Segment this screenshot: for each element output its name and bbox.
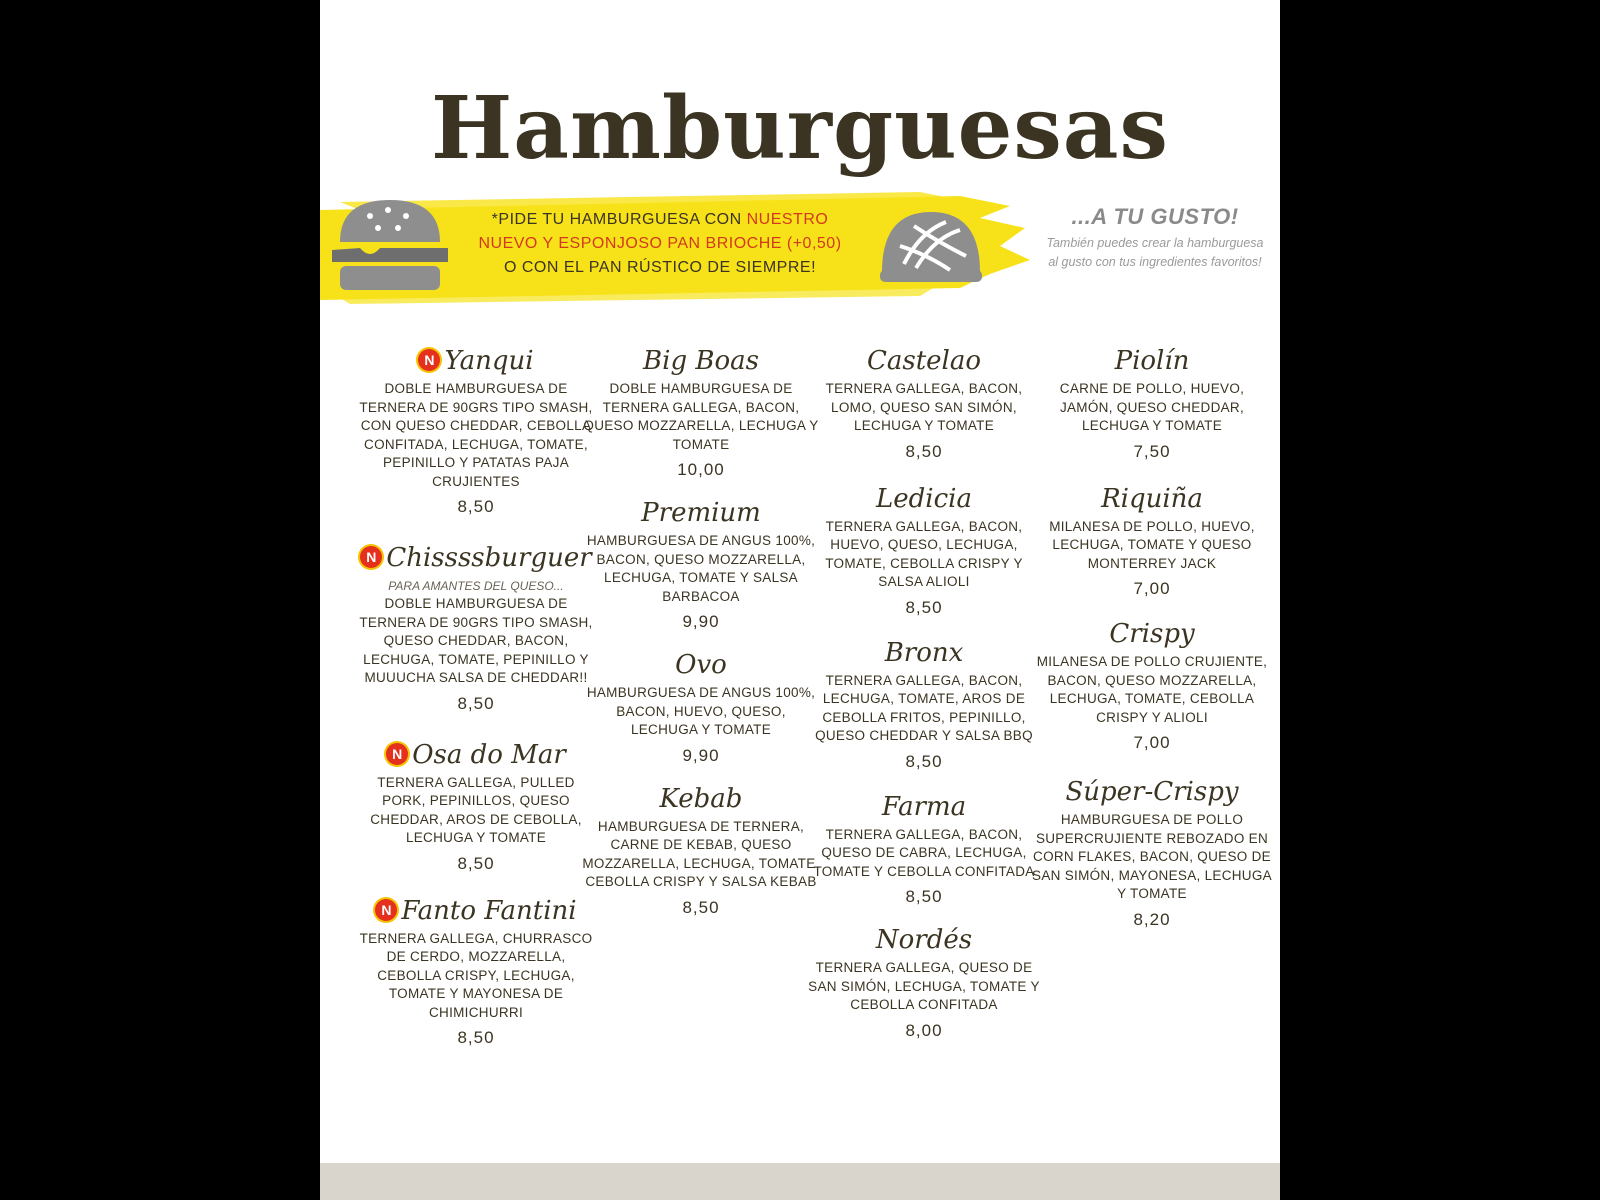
- item-name: [356, 892, 596, 930]
- item-price: 7,00: [1133, 579, 1171, 598]
- item-name: [581, 780, 821, 818]
- item-name-text: Kebab: [659, 783, 743, 814]
- item-name-text: Bronx: [884, 637, 964, 668]
- menu-item: [581, 494, 821, 632]
- menu-column-2: [581, 342, 821, 918]
- item-description: TERNERA GALLEGA, BACON, QUESO DE CABRA, LECHUGA, TOMATE Y CEBOLLA CONFITADA: [813, 826, 1035, 879]
- menu-page: [320, 0, 1280, 1200]
- item-description: HAMBURGUESA DE TERNERA, CARNE DE KEBAB, QUESO MOZZARELLA, LECHUGA, TOMATE, CEBOLLA CRISPY Y SALSA KEBAB: [582, 818, 820, 889]
- item-name: [804, 480, 1044, 518]
- item-description: DOBLE HAMBURGUESA DE TERNERA DE 90GRS TIPO SMASH, CON QUESO CHEDDAR, CEBOLLA CONFITADA, LECHUGA, TOMATE, PEPINILLO Y PATATAS PAJA CRUJIENTES: [359, 381, 593, 489]
- item-name: [804, 788, 1044, 826]
- item-name: [581, 342, 821, 380]
- item-description: TERNERA GALLEGA, BACON, HUEVO, QUESO, LECHUGA, TOMATE, CEBOLLA CRISPY Y SALSA ALIOLI: [825, 518, 1023, 589]
- item-description: TERNERA GALLEGA, BACON, LOMO, QUESO SAN SIMÓN, LECHUGA Y TOMATE: [825, 381, 1023, 433]
- menu-item: [1032, 342, 1272, 462]
- item-description: DOBLE HAMBURGUESA DE TERNERA DE 90GRS TIPO SMASH, QUESO CHEDDAR, BACON, LECHUGA, TOMATE, PEPINILLO Y MUUUCHA SALSA DE CHEDDAR!!: [359, 596, 593, 685]
- menu-item: [356, 539, 596, 714]
- item-name: [804, 921, 1044, 959]
- item-name-text: Súper-Crispy: [1065, 777, 1239, 807]
- item-name: [804, 634, 1044, 672]
- item-name-text: Fanto Fantini: [401, 895, 577, 926]
- item-description: TERNERA GALLEGA, PULLED PORK, PEPINILLOS, QUESO CHEDDAR, AROS DE CEBOLLA, LECHUGA Y TOMATE: [370, 774, 582, 845]
- item-description: DOBLE HAMBURGUESA DE TERNERA GALLEGA, BACON, QUESO MOZZARELLA, LECHUGA Y TOMATE: [583, 381, 819, 452]
- bread-icon: [876, 202, 986, 292]
- menu-item: [804, 342, 1044, 462]
- menu-column-4: [1032, 342, 1272, 930]
- item-price: 8,00: [905, 1020, 943, 1040]
- item-description: HAMBURGUESA DE POLLO SUPERCRUJIENTE REBOZADO EN CORN FLAKES, BACON, QUESO DE SAN SIMÓN, MAYONESA, LECHUGA Y TOMATE: [1032, 812, 1272, 901]
- item-price: 8,50: [457, 693, 495, 713]
- item-price: 8,50: [905, 887, 943, 906]
- item-name: [804, 342, 1044, 380]
- new-badge-icon: N: [418, 349, 440, 371]
- item-name: [1032, 615, 1272, 653]
- menu-item: [1032, 480, 1272, 600]
- item-price: 10,00: [677, 460, 725, 479]
- new-badge-icon: N: [375, 899, 397, 921]
- menu-item: [356, 736, 596, 874]
- menu-column-3: [804, 342, 1044, 1041]
- banner-line1a: *PIDE TU HAMBURGUESA CON: [491, 211, 747, 228]
- item-name-text: Ovo: [675, 650, 727, 680]
- item-name: [356, 342, 596, 380]
- banner-line2a: NUEVO Y ESPONJOSO PAN BRIOCHE: [478, 235, 782, 252]
- menu-item: [581, 780, 821, 918]
- burger-icon: [326, 192, 456, 298]
- item-description: TERNERA GALLEGA, QUESO DE SAN SIMÓN, LECHUGA, TOMATE Y CEBOLLA CONFITADA: [808, 960, 1040, 1012]
- item-name-text: Premium: [641, 498, 761, 528]
- item-name-text: Yanqui: [444, 346, 534, 376]
- menu-item: [804, 634, 1044, 772]
- item-price: 8,50: [682, 897, 720, 917]
- item-description: HAMBURGUESA DE ANGUS 100%, BACON, HUEVO, QUESO, LECHUGA Y TOMATE: [586, 685, 816, 737]
- footer-band: [320, 1163, 1280, 1200]
- gusto-title: ...A TU GUSTO!: [1071, 204, 1239, 229]
- item-name-text: Chissssburguer: [386, 543, 592, 573]
- item-name: [1032, 342, 1272, 380]
- item-name-text: Big Boas: [643, 346, 759, 376]
- item-description: TERNERA GALLEGA, BACON, LECHUGA, TOMATE, AROS DE CEBOLLA FRITOS, PEPINILLO, QUESO CHEDDAR Y SALSA BBQ: [815, 672, 1033, 743]
- menu-item: [1032, 615, 1272, 753]
- item-name-text: Piolín: [1114, 346, 1190, 376]
- item-price: 9,90: [682, 745, 720, 765]
- item-name: [581, 494, 821, 532]
- item-price: 8,50: [905, 597, 943, 617]
- menu-item: [804, 921, 1044, 1041]
- item-price: 7,50: [1133, 441, 1171, 461]
- item-name-text: Farma: [881, 791, 967, 822]
- item-price: 8,50: [905, 751, 943, 771]
- item-name: [356, 539, 596, 577]
- item-description: HAMBURGUESA DE ANGUS 100%, BACON, QUESO MOZZARELLA, LECHUGA, TOMATE Y SALSA BARBACOA: [586, 533, 816, 604]
- item-description: CARNE DE POLLO, HUEVO, JAMÓN, QUESO CHEDDAR, LECHUGA Y TOMATE: [1059, 381, 1245, 433]
- item-name-text: Nordés: [875, 925, 973, 955]
- menu-item: [1032, 773, 1272, 930]
- banner-line1b: NUESTRO: [746, 211, 829, 228]
- item-name: [581, 646, 821, 684]
- item-name-text: Castelao: [866, 346, 982, 376]
- brioche-banner: [320, 188, 1040, 304]
- item-name: [1032, 480, 1272, 518]
- item-subtitle: PARA AMANTES DEL QUESO...: [388, 579, 564, 593]
- banner-line2b: (+0,50): [781, 235, 842, 252]
- custom-burger-note: [1040, 204, 1270, 272]
- item-description: TERNERA GALLEGA, CHURRASCO DE CERDO, MOZZARELLA, CEBOLLA CRISPY, LECHUGA, TOMATE Y MAYONESA DE CHIMICHURRI: [359, 930, 593, 1020]
- item-name-text: Osa do Mar: [412, 739, 566, 770]
- item-name: [356, 736, 596, 774]
- gusto-text: También puedes crear la hamburguesa al gusto con tus ingredientes favoritos!: [1046, 236, 1264, 269]
- menu-column-1: [356, 342, 596, 1048]
- item-name-text: Ledicia: [876, 483, 972, 514]
- new-badge-icon: N: [386, 743, 408, 765]
- menu-item: [581, 342, 821, 480]
- item-name: [1032, 773, 1272, 811]
- menu-item: [581, 646, 821, 766]
- item-price: 8,50: [905, 441, 943, 461]
- item-name-text: Riquiña: [1101, 483, 1203, 514]
- item-price: 8,20: [1133, 909, 1171, 929]
- brioche-notice: [460, 208, 860, 280]
- item-description: MILANESA DE POLLO CRUJIENTE, BACON, QUESO MOZZARELLA, LECHUGA, TOMATE, CEBOLLA CRISPY Y ALIOLI: [1036, 654, 1268, 725]
- item-price: 8,50: [457, 853, 495, 873]
- menu-item: [356, 342, 596, 517]
- menu-item: [804, 480, 1044, 618]
- item-name-text: Crispy: [1109, 619, 1195, 649]
- item-description: MILANESA DE POLLO, HUEVO, LECHUGA, TOMATE Y QUESO MONTERREY JACK: [1049, 518, 1255, 571]
- item-price: 8,50: [457, 497, 495, 516]
- new-badge-icon: N: [360, 546, 382, 568]
- item-price: 7,00: [1133, 733, 1171, 752]
- item-price: 9,90: [682, 612, 720, 631]
- item-price: 8,50: [457, 1028, 495, 1047]
- menu-title: Hamburguesas: [431, 78, 1169, 179]
- banner-line3: O CON EL PAN RÚSTICO DE SIEMPRE!: [503, 259, 817, 276]
- menu-item: [356, 892, 596, 1049]
- menu-item: [804, 788, 1044, 908]
